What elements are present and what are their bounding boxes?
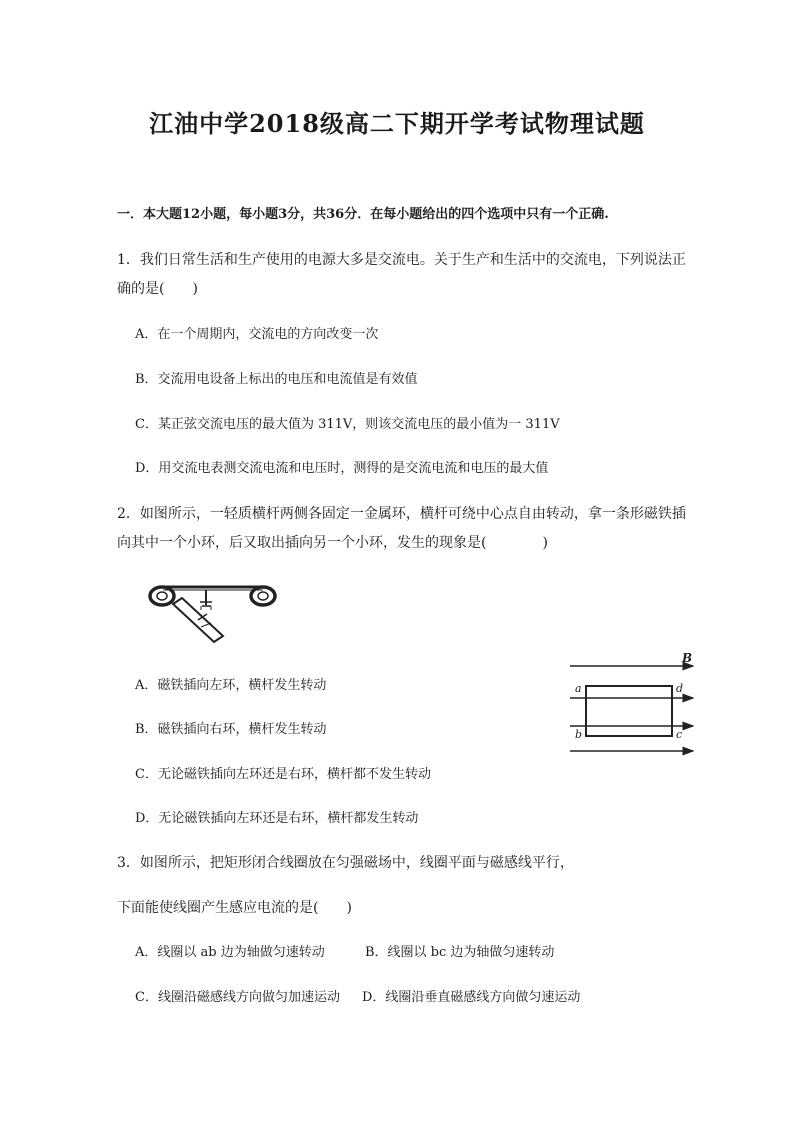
q2-option-d: D．无论磁铁插向左环还是右环，横杆都发生转动 (135, 811, 419, 826)
q2-stem-line-1: 2．如图所示，一轻质横杆两侧各固定一金属环，横杆可绕中心点自由转动，拿一条形磁铁插 (117, 506, 686, 522)
q1-option-b: B．交流用电设备上标出的电压和电流值是有效值 (135, 372, 418, 387)
q1-stem-line-1: 1．我们日常生活和生产使用的电源大多是交流电。关于生产和生活中的交流电，下列说法正 (117, 252, 686, 268)
corner-label-b: b (575, 728, 583, 741)
corner-label-d: d (676, 682, 684, 695)
page-title: 江油中学2018级高二下期开学考试物理试题 (149, 109, 645, 138)
q2-option-a: A．磁铁插向左环，横杆发生转动 (135, 678, 327, 693)
q2-stem-line-2: 向其中一个小环，后又取出插向另一个小环，发生的现象是( ) (117, 535, 548, 551)
q1-option-d: D．用交流电表测交流电流和电压时，测得的是交流电流和电压的最大值 (135, 461, 549, 476)
coil-field-figure (565, 648, 700, 763)
q3-option-a: A．线圈以 ab 边为轴做匀速转动 (135, 945, 325, 960)
q3-option-d: D．线圈沿垂直磁感线方向做匀速运动 (362, 990, 581, 1005)
section-heading: 一．本大题12小题，每小题3分，共36分．在每小题给出的四个选项中只有一个正确. (117, 207, 609, 222)
q1-option-c: C．某正弦交流电压的最大值为 311V，则该交流电压的最小值为一 311V (135, 417, 560, 432)
q2-option-b: B．磁铁插向右环，横杆发生转动 (135, 722, 327, 737)
rings-magnet-figure (145, 578, 280, 646)
corner-label-c: c (676, 728, 683, 741)
q1-option-a: A．在一个周期内，交流电的方向改变一次 (135, 327, 379, 342)
corner-label-a: a (575, 682, 582, 695)
q2-option-c: C．无论磁铁插向左环还是右环，横杆都不发生转动 (135, 767, 431, 782)
q1-stem-line-2: 确的是( ) (117, 281, 198, 297)
q3-stem-line-1: 3．如图所示，把矩形闭合线圈放在匀强磁场中，线圈平面与磁感线平行， (117, 855, 574, 871)
q3-option-c: C．线圈沿磁感线方向做匀加速运动 (135, 990, 340, 1005)
q3-stem-line-2: 下面能使线圈产生感应电流的是( ) (117, 900, 352, 916)
q3-option-b: B．线圈以 bc 边为轴做匀速转动 (365, 945, 555, 960)
field-label-b: B (682, 651, 693, 665)
